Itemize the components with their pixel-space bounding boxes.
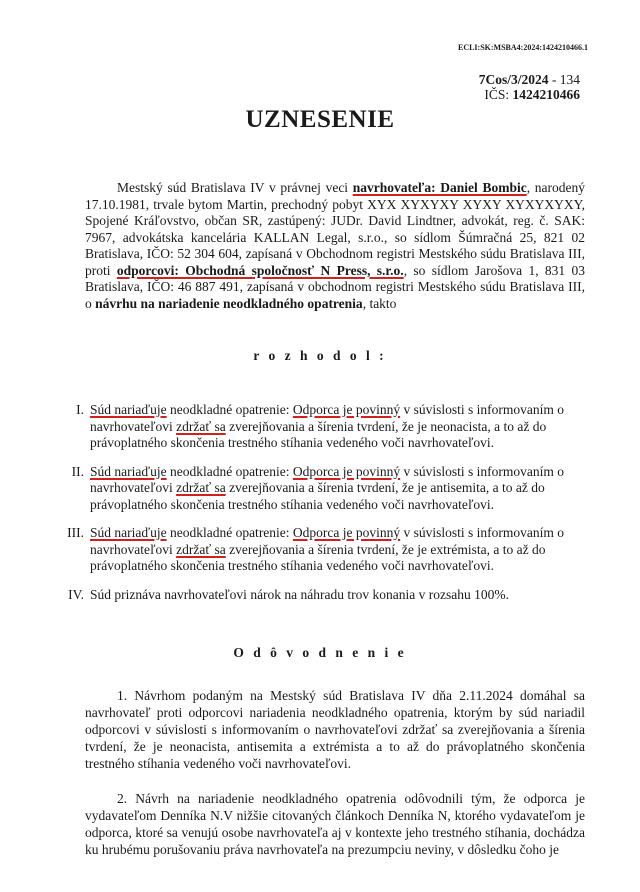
item-number: IV.: [68, 586, 84, 602]
intro-text-2: , narodený 17.10.1981, trvale bytom Martin, prechodný pobyt XYX XYXYXY XYXY XYXYXYXY, Spojené Kráľovstvo, občan SR, zastúpený: JUDr. David Lindtner, advokát, reg. č. SAK: 7967, advokátska kancelária KALLAN Legal, s.r.o., so sídlom Šúmračná 25, 821 02 Bratislava, IČO: 52 304 604, zapísaná v Obchodnom registri Mestského súdu Bratislava III, proti: [85, 180, 585, 278]
item-phrase-orders: Súd nariaďuje: [90, 525, 167, 540]
reasoning-text-1: 1. Návrhom podaným na Mestský súd Bratislava IV dňa 2.11.2024 domáhal sa navrhovateľ proti odporcovi nariadenia neodkladného opatrenia, ktorým by súd nariadil odporcovi v súvislosti s informovaním o navrhovateľovi zdržať sa zverejňovania a šírenia tvrdení, že je neonacista, antisemita a extrémista a to až do právoplatného skončenia trestného stíhania vedeného voči navrhovateľovi.: [85, 688, 585, 771]
ecli-identifier: ECLI:SK:MSBA4:2024:1424210466.1: [457, 43, 588, 52]
item-text: Súd priznáva navrhovateľovi nárok na náhradu trov konania v rozsahu 100%.: [90, 586, 509, 602]
case-number-suffix: - 134: [548, 72, 580, 87]
item-text: zverejňovania a šírenia tvrdení, že je neonacista, a to až do právoplatného skončenia trestného stíhania vedeného voči navrhovateľovi.: [90, 418, 547, 450]
item-number: I.: [76, 402, 84, 417]
decision-items: [58, 402, 588, 615]
item-text: neodkladné opatrenie:: [166, 402, 293, 417]
ics-number: [479, 87, 580, 102]
item-phrase-obliged: Odporca je povinný: [292, 463, 401, 479]
case-number-bold: 7Cos/3/2024: [478, 72, 549, 87]
reasoning-paragraph-1: [85, 687, 585, 772]
ics-value: 1424210466: [512, 87, 580, 102]
item-phrase-refrain: zdržať sa: [176, 541, 226, 557]
item-text: zverejňovania a šírenia tvrdení, že je antisemita, a to až do právoplatného skončenia trestného stíhania vedeného voči navrhovateľovi.: [90, 480, 545, 512]
motion-subject: návrhu na nariadenie neodkladného opatrenia: [95, 295, 363, 311]
item-text: neodkladné opatrenie:: [166, 525, 293, 540]
reasoning-text-2: 2. Návrh na nariadenie neodkladného opatrenia odôvodnili tým, že odporca je vydavateľom Denníka N.V nižšie citovaných článkoch Denníka N, ktorého vydavateľom je odporca, ktoré sa venujú osobe navrhovateľa aj v kontexte jeho trestného stíhania, dochádza ku hrubému porušovaniu práva navrhovateľa na prezumpciu neviny, v dôsledku čoho je: [85, 791, 585, 857]
item-phrase-obliged: Odporca je povinný: [292, 525, 401, 540]
item-text: v súvislosti s informovaním o navrhovateľovi: [90, 402, 565, 434]
item-phrase-refrain: zdržať sa: [176, 480, 226, 495]
item-text: v súvislosti s informovaním o navrhovateľovi: [90, 525, 565, 557]
decision-item-1: [58, 402, 588, 452]
document-title: UZNESENIE: [245, 106, 395, 133]
item-phrase-obliged: Odporca je povinný: [292, 402, 401, 417]
item-phrase-orders: Súd nariaďuje: [90, 463, 167, 479]
ics-label: IČS:: [484, 87, 513, 102]
intro-paragraph: [85, 180, 585, 312]
item-text: v súvislosti s informovaním o navrhovateľovi: [90, 463, 565, 495]
petitioner-name: navrhovateľa: Daniel Bombic: [352, 180, 527, 195]
intro-text-1: Mestský súd Bratislava IV v právnej veci: [117, 180, 353, 195]
decision-item-4: [58, 587, 588, 604]
reasoning-paragraph-2: [85, 790, 585, 858]
respondent-name: odporcovi: Obchodná spoločnosť N Press, s.r.o.: [116, 262, 404, 278]
intro-text-3: , so sídlom Jarošova 1, 831 03 Bratislava, IČO: 46 887 491, zapísaná v obchodnom registri Mestského súdu Bratislava III, o: [85, 262, 586, 311]
item-phrase-orders: Súd nariaďuje: [90, 402, 167, 417]
decision-heading: r o z h o d o l :: [253, 348, 387, 363]
item-number: III.: [67, 525, 84, 540]
item-text: neodkladné opatrenie:: [166, 463, 293, 479]
case-number: [479, 72, 580, 87]
decision-item-3: [58, 525, 588, 575]
reasoning-heading: O d ô v o d n e n i e: [233, 645, 407, 660]
item-number: II.: [71, 463, 84, 479]
intro-text-4: , takto: [362, 295, 397, 311]
decision-item-2: [58, 464, 588, 514]
item-phrase-refrain: zdržať sa: [176, 418, 226, 434]
case-reference: [479, 72, 580, 102]
item-text: zverejňovania a šírenia tvrdení, že je extrémista, a to až do právoplatného skončenia trestného stíhania vedeného voči navrhovateľovi.: [90, 541, 546, 573]
